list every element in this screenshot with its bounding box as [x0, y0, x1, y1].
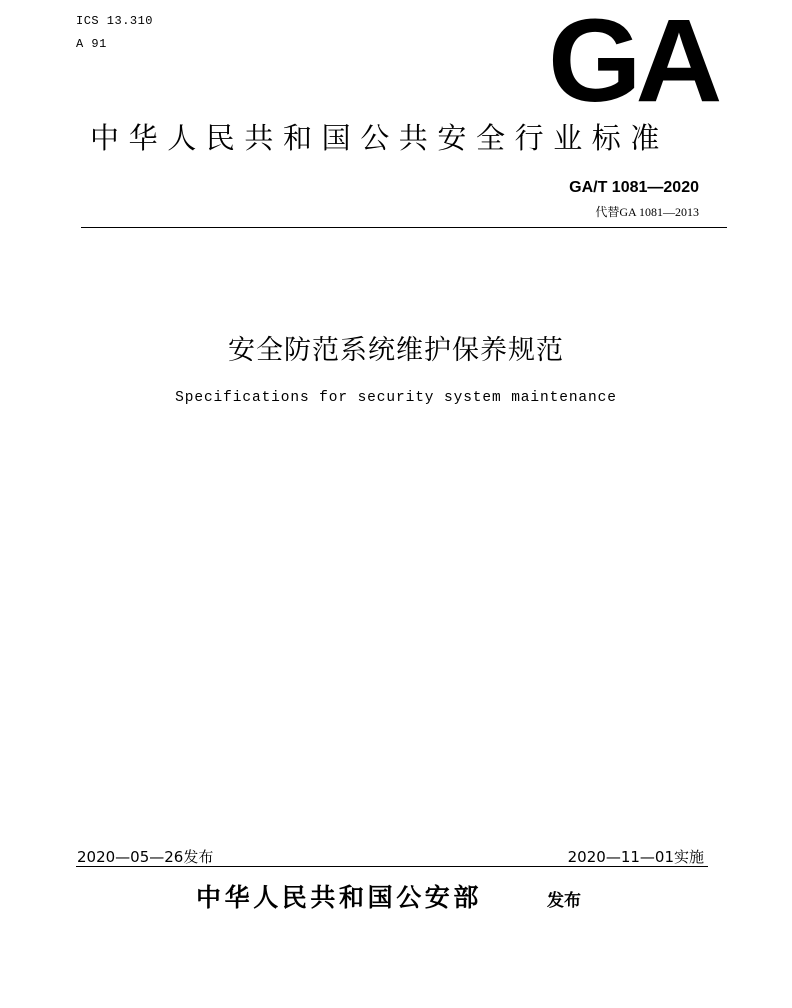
standard-number: GA/T 1081—2020 [569, 179, 699, 196]
publisher-action: 发布 [547, 891, 581, 911]
standard-type-heading: 中华人民共和国公共安全行业标准 [90, 121, 670, 155]
publisher-name: 中华人民共和国公安部 [196, 885, 483, 912]
ga-logo: GA [548, 0, 717, 127]
replaces-standard: 代替GA 1081—2013 [595, 205, 699, 219]
issue-date: 2020—05—26发布 [77, 848, 214, 866]
document-title-chinese: 安全防范系统维护保养规范 [228, 335, 564, 366]
footer-divider [76, 866, 708, 867]
document-title-english: Specifications for security system maintenance [175, 390, 617, 406]
ccs-code: A 91 [76, 37, 107, 51]
header-divider [81, 227, 727, 228]
implementation-date: 2020—11—01实施 [567, 848, 704, 866]
ics-code: ICS 13.310 [76, 14, 154, 28]
